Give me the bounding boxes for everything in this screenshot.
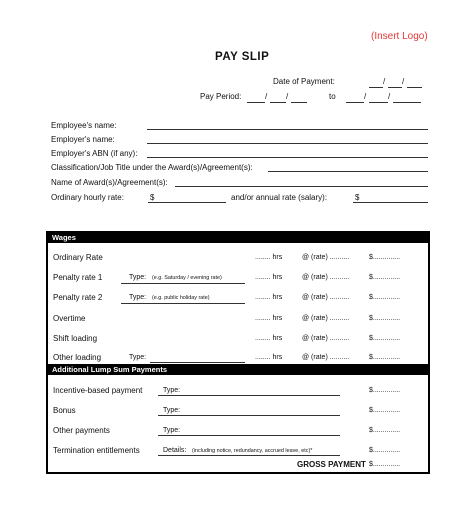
ordinary-rate-field[interactable]: @ (rate) .......... xyxy=(302,254,350,261)
employee-name-label: Employee's name: xyxy=(51,121,117,130)
annual-rate-label: and/or annual rate (salary): xyxy=(231,193,328,202)
payment-year-field[interactable] xyxy=(407,87,422,88)
other-loading-type-label: Type: xyxy=(129,354,147,361)
annual-rate-field[interactable] xyxy=(353,202,428,203)
ordinary-rate-label: Ordinary Rate xyxy=(53,253,103,262)
penalty-1-amount-field[interactable]: $.............. xyxy=(369,274,401,281)
other-payments-label: Other payments xyxy=(53,426,110,435)
termination-amount-field[interactable]: $.............. xyxy=(369,447,401,454)
lump-sum-heading: Additional Lump Sum Payments xyxy=(46,364,430,375)
incentive-amount-field[interactable]: $.............. xyxy=(369,387,401,394)
other-payments-amount-field[interactable]: $.............. xyxy=(369,427,401,434)
ordinary-amount-field[interactable]: $.............. xyxy=(369,254,401,261)
penalty-2-example: (e.g. public holiday rate) xyxy=(152,295,210,301)
termination-note: (including notice, redundancy, accrued leave, etc)* xyxy=(192,448,313,454)
ordinary-hrs-field[interactable]: ........ hrs xyxy=(255,254,283,261)
overtime-hrs-field[interactable]: ........ hrs xyxy=(255,315,283,322)
date-separator: / xyxy=(402,77,405,86)
bonus-amount-field[interactable]: $.............. xyxy=(369,407,401,414)
penalty-1-type-field[interactable] xyxy=(121,283,245,284)
hourly-rate-dollar: $ xyxy=(150,193,155,202)
period-end-year-field[interactable] xyxy=(393,102,421,103)
shift-amount-field[interactable]: $.............. xyxy=(369,335,401,342)
other-loading-label: Other loading xyxy=(53,353,102,362)
gross-payment-amount-field[interactable]: $.............. xyxy=(369,461,401,468)
shift-loading-label: Shift loading xyxy=(53,334,98,343)
payment-table xyxy=(46,231,430,474)
gross-payment-label: GROSS PAYMENT xyxy=(297,460,366,469)
bonus-label: Bonus xyxy=(53,406,76,415)
award-name-label: Name of Award(s)/Agreement(s): xyxy=(51,178,168,187)
to-label: to xyxy=(329,92,336,101)
period-end-day-field[interactable] xyxy=(346,102,364,103)
date-separator: / xyxy=(388,92,391,101)
hourly-rate-field[interactable] xyxy=(148,202,226,203)
wages-heading: Wages xyxy=(46,232,430,243)
annual-rate-dollar: $ xyxy=(355,193,360,202)
insert-logo-placeholder: (Insert Logo) xyxy=(371,31,428,42)
other-payments-type-label: Type: xyxy=(163,427,181,434)
penalty-1-hrs-field[interactable]: ........ hrs xyxy=(255,274,283,281)
other-loading-type-field[interactable] xyxy=(150,362,245,363)
penalty-1-rate-field[interactable]: @ (rate) .......... xyxy=(302,274,350,281)
penalty-rate-2-label: Penalty rate 2 xyxy=(53,293,103,302)
period-start-month-field[interactable] xyxy=(270,102,286,103)
payment-month-field[interactable] xyxy=(388,87,402,88)
other-loading-amount-field[interactable]: $.............. xyxy=(369,354,401,361)
payment-day-field[interactable] xyxy=(369,87,383,88)
hourly-rate-label: Ordinary hourly rate: xyxy=(51,193,124,202)
classification-field[interactable] xyxy=(268,171,428,172)
date-separator: / xyxy=(286,92,289,101)
shift-hrs-field[interactable]: ........ hrs xyxy=(255,335,283,342)
overtime-amount-field[interactable]: $.............. xyxy=(369,315,401,322)
employer-abn-label: Employer's ABN (if any): xyxy=(51,149,138,158)
employee-name-field[interactable] xyxy=(147,129,428,130)
termination-label: Termination entitlements xyxy=(53,446,140,455)
bonus-type-label: Type: xyxy=(163,407,181,414)
incentive-type-field[interactable] xyxy=(158,395,340,396)
other-payments-type-field[interactable] xyxy=(158,435,340,436)
overtime-rate-field[interactable]: @ (rate) .......... xyxy=(302,315,350,322)
classification-label: Classification/Job Title under the Award(s)/Agreement(s): xyxy=(51,163,253,172)
penalty-2-hrs-field[interactable]: ........ hrs xyxy=(255,294,283,301)
employer-name-label: Employer's name: xyxy=(51,135,115,144)
award-name-field[interactable] xyxy=(175,186,428,187)
period-start-year-field[interactable] xyxy=(291,102,307,103)
penalty-rate-1-label: Penalty rate 1 xyxy=(53,273,103,282)
incentive-payment-label: Incentive-based payment xyxy=(53,386,143,395)
date-separator: / xyxy=(383,77,386,86)
penalty-2-type-label: Type: xyxy=(129,294,147,301)
penalty-2-type-field[interactable] xyxy=(121,303,245,304)
penalty-1-example: (e.g. Saturday / evening rate) xyxy=(152,275,222,281)
page-title: PAY SLIP xyxy=(215,51,270,63)
other-loading-hrs-field[interactable]: ........ hrs xyxy=(255,354,283,361)
date-separator: / xyxy=(364,92,367,101)
other-loading-rate-field[interactable]: @ (rate) .......... xyxy=(302,354,350,361)
pay-period-label: Pay Period: xyxy=(200,92,242,101)
bonus-type-field[interactable] xyxy=(158,415,340,416)
penalty-1-type-label: Type: xyxy=(129,274,147,281)
termination-details-label: Details: xyxy=(163,447,187,454)
date-separator: / xyxy=(265,92,268,101)
employer-name-field[interactable] xyxy=(147,143,428,144)
incentive-type-label: Type: xyxy=(163,387,181,394)
period-end-month-field[interactable] xyxy=(369,102,388,103)
employer-abn-field[interactable] xyxy=(147,157,428,158)
shift-rate-field[interactable]: @ (rate) .......... xyxy=(302,335,350,342)
penalty-2-amount-field[interactable]: $.............. xyxy=(369,294,401,301)
date-of-payment-label: Date of Payment: xyxy=(273,77,335,86)
period-start-day-field[interactable] xyxy=(247,102,265,103)
overtime-label: Overtime xyxy=(53,314,86,323)
penalty-2-rate-field[interactable]: @ (rate) .......... xyxy=(302,294,350,301)
termination-details-field[interactable] xyxy=(158,455,340,456)
